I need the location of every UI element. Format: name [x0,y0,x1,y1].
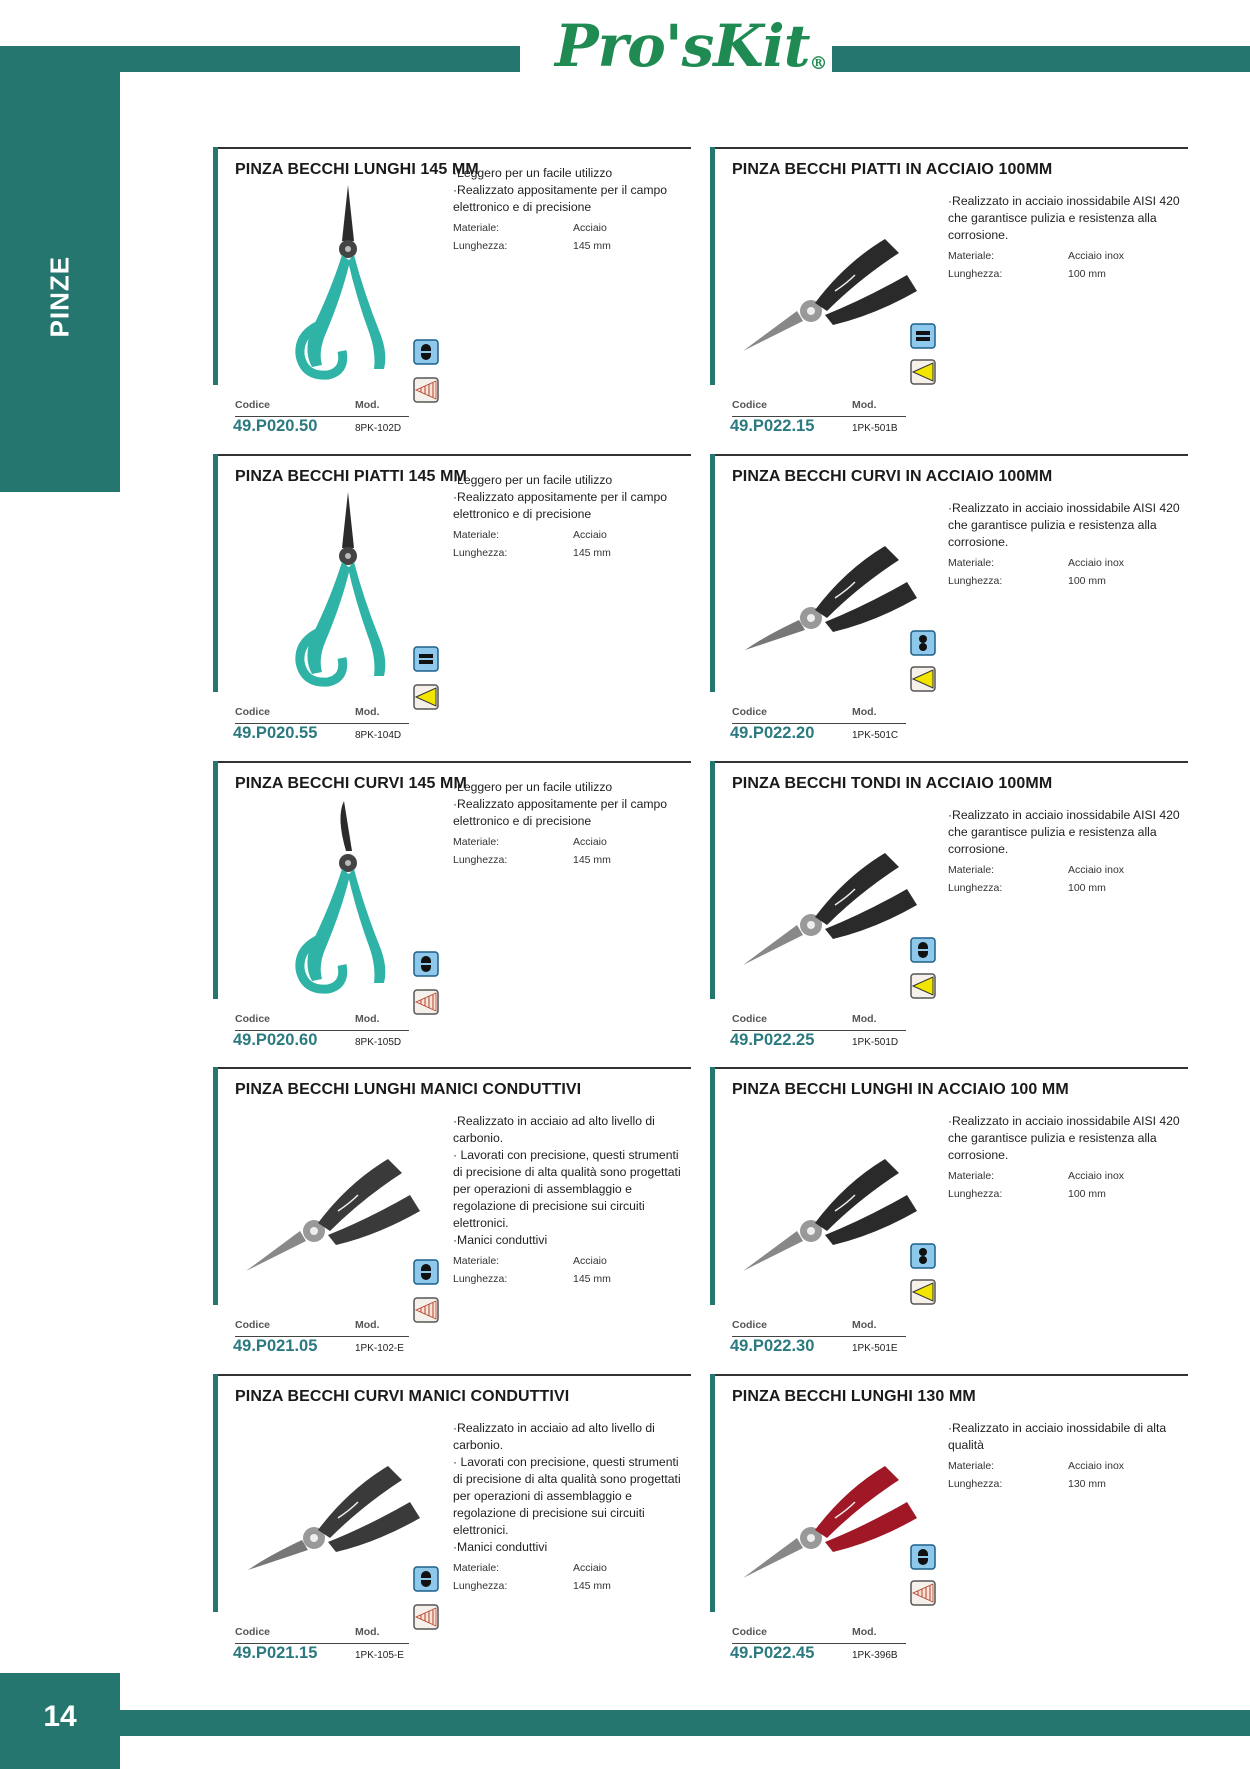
spec-row-material [453,219,689,237]
spec-key: Lunghezza: [453,240,508,252]
product-card [213,761,691,1051]
product-code: 49.P021.15 [233,1644,318,1662]
spec-table [948,1457,1184,1493]
card-side-rule [710,761,715,999]
spec-key: Lunghezza: [453,854,508,866]
card-top-rule [710,1374,1188,1376]
product-image [735,797,955,997]
spec-row-material [948,861,1184,879]
spec-row-length [453,1577,689,1595]
model-label: Mod. [355,1319,380,1331]
spec-key: Materiale: [948,250,995,262]
brand-logo: Pro'sKit® [555,12,827,80]
pointed-tip-icon [413,1604,439,1630]
spec-value: Acciaio [573,222,607,234]
code-label: Codice [235,1626,271,1638]
spec-value: Acciaio [573,529,607,541]
spec-table [453,219,689,255]
code-header [732,1013,906,1031]
spec-key: Materiale: [453,529,500,541]
spec-value: Acciaio [573,836,607,848]
spec-key: Materiale: [948,1460,995,1472]
serrated-jaw-icon [413,339,439,365]
product-title: PINZA BECCHI CURVI 145 MM [235,775,467,792]
code-label: Codice [732,1319,768,1331]
product-code: 49.P020.50 [233,417,318,435]
card-top-rule [213,147,691,149]
product-model: 1PK-105-E [355,1650,404,1661]
code-header [235,1626,409,1644]
spec-row-length [948,265,1184,283]
description-line: ·Manici conduttivi [453,1540,548,1554]
model-label: Mod. [852,1626,877,1638]
code-label: Codice [732,706,768,718]
page-number: 14 [43,1700,77,1733]
description-line: ·Realizzato appositamente per il campo elettronico e di precisione [453,183,668,214]
spec-table [453,1559,689,1595]
card-top-rule [710,761,1188,763]
code-header [732,399,906,417]
code-label: Codice [732,1013,768,1025]
spec-value: 100 mm [1068,268,1106,280]
spec-key: Lunghezza: [948,882,1003,894]
product-description [948,1113,1184,1203]
description-line: ·Realizzato in acciaio ad alto livello di carbonio. [453,1421,655,1452]
product-model: 8PK-102D [355,423,402,434]
spec-row-material [948,1457,1184,1475]
card-side-rule [710,1067,715,1305]
code-label: Codice [235,1319,271,1331]
flat-tip-icon [910,1279,936,1305]
product-title: PINZA BECCHI LUNGHI MANICI CONDUTTIVI [235,1081,582,1098]
code-label: Codice [235,1013,271,1025]
spec-value: 145 mm [573,547,611,559]
description-line: ·Leggero per un facile utilizzo [453,473,613,487]
flat-tip-icon [910,973,936,999]
code-header [235,1013,409,1031]
spec-value: Acciaio [573,1255,607,1267]
product-title: PINZA BECCHI PIATTI IN ACCIAIO 100MM [732,161,1053,178]
product-code: 49.P022.45 [730,1644,815,1662]
product-model: 1PK-501D [852,1037,899,1048]
spec-key: Materiale: [948,557,995,569]
spec-key: Lunghezza: [453,547,508,559]
round-jaw-icon [910,630,936,656]
code-header [235,399,409,417]
spec-table [948,861,1184,897]
pointed-tip-icon [910,1580,936,1606]
spec-row-material [453,1252,689,1270]
spec-key: Lunghezza: [453,1273,508,1285]
card-side-rule [710,1374,715,1612]
card-side-rule [213,454,218,692]
spec-value: 100 mm [1068,1188,1106,1200]
product-model: 1PK-501B [852,423,898,434]
product-image [735,183,955,383]
spec-key: Materiale: [948,864,995,876]
product-title: PINZA BECCHI CURVI MANICI CONDUTTIVI [235,1388,570,1405]
spec-row-length [948,879,1184,897]
model-label: Mod. [355,399,380,411]
code-header [235,1319,409,1337]
card-top-rule [213,1374,691,1376]
spec-value: 145 mm [573,240,611,252]
product-card [710,454,1188,744]
pliers-illustration [735,183,955,383]
product-description [948,1420,1184,1493]
code-header [732,1319,906,1337]
flat-jaw-icon [413,646,439,672]
spec-row-material [948,1167,1184,1185]
description-line: ·Realizzato in acciaio inossidabile AISI 420 che garantisce pulizia e resistenza alla corrosione. [948,194,1180,242]
spec-table [453,526,689,562]
product-title: PINZA BECCHI CURVI IN ACCIAIO 100MM [732,468,1053,485]
product-model: 1PK-396B [852,1650,898,1661]
product-model: 1PK-501E [852,1343,898,1354]
code-header [235,706,409,724]
spec-table [948,1167,1184,1203]
description-line: ·Realizzato in acciaio inossidabile AISI 420 che garantisce pulizia e resistenza alla corrosione. [948,808,1180,856]
serrated-jaw-icon [910,1544,936,1570]
footer-bar [120,1710,1250,1736]
product-title: PINZA BECCHI LUNGHI IN ACCIAIO 100 MM [732,1081,1069,1098]
pointed-tip-icon [413,377,439,403]
product-card [710,147,1188,437]
product-title: PINZA BECCHI LUNGHI 130 MM [732,1388,976,1405]
product-code: 49.P022.20 [730,724,815,742]
card-side-rule [213,1067,218,1305]
round-jaw-icon [910,1243,936,1269]
product-code: 49.P020.60 [233,1031,318,1049]
description-line: · Lavorati con precisione, questi strumenti di precisione di alta qualità sono progettati per operazioni di assemblaggio e regolazione di precisione sui circuiti elettronici. [453,1455,681,1537]
spec-key: Lunghezza: [948,1478,1003,1490]
product-card [710,1067,1188,1357]
product-card [710,761,1188,1051]
serrated-jaw-icon [413,1259,439,1285]
spec-key: Lunghezza: [948,575,1003,587]
model-label: Mod. [852,706,877,718]
product-description [453,472,689,562]
spec-value: Acciaio inox [1068,864,1125,876]
description-line: ·Realizzato appositamente per il campo elettronico e di precisione [453,797,668,828]
description-line: ·Leggero per un facile utilizzo [453,166,613,180]
flat-tip-icon [910,359,936,385]
card-top-rule [710,147,1188,149]
spec-value: 145 mm [573,854,611,866]
product-description [453,1113,689,1288]
spec-row-material [948,247,1184,265]
spec-value: Acciaio [573,1562,607,1574]
spec-key: Materiale: [948,1170,995,1182]
description-line: ·Realizzato in acciaio inossidabile AISI 420 che garantisce pulizia e resistenza alla corrosione. [948,1114,1180,1162]
model-label: Mod. [355,1013,380,1025]
product-card [710,1374,1188,1664]
pointed-tip-icon [413,1297,439,1323]
product-model: 1PK-102-E [355,1343,404,1354]
pliers-illustration [735,490,955,690]
spec-row-length [948,572,1184,590]
product-description [948,500,1184,590]
spec-value: Acciaio inox [1068,557,1125,569]
spec-value: Acciaio inox [1068,1170,1125,1182]
model-label: Mod. [852,1013,877,1025]
spec-key: Materiale: [453,1562,500,1574]
spec-value: 100 mm [1068,882,1106,894]
spec-row-material [948,554,1184,572]
spec-table [948,554,1184,590]
product-card [213,454,691,744]
spec-key: Lunghezza: [948,268,1003,280]
code-label: Codice [235,399,271,411]
code-label: Codice [732,1626,768,1638]
pointed-tip-icon [413,989,439,1015]
card-top-rule [710,454,1188,456]
description-line: ·Realizzato in acciaio inossidabile di alta qualità [948,1421,1167,1452]
product-model: 1PK-501C [852,730,899,741]
serrated-jaw-icon [910,937,936,963]
card-top-rule [213,1067,691,1069]
spec-table [453,1252,689,1288]
product-description [453,1420,689,1595]
spec-row-length [948,1185,1184,1203]
card-top-rule [213,454,691,456]
card-top-rule [213,761,691,763]
product-code: 49.P021.05 [233,1337,318,1355]
product-title: PINZA BECCHI PIATTI 145 MM [235,468,467,485]
card-top-rule [710,1067,1188,1069]
spec-row-material [453,526,689,544]
product-description [453,779,689,869]
product-description [948,807,1184,897]
spec-row-length [453,1270,689,1288]
card-side-rule [213,147,218,385]
model-label: Mod. [355,706,380,718]
product-code: 49.P022.15 [730,417,815,435]
flat-tip-icon [413,684,439,710]
spec-value: 100 mm [1068,575,1106,587]
spec-row-length [453,544,689,562]
card-side-rule [213,761,218,999]
spec-row-length [453,851,689,869]
spec-table [948,247,1184,283]
spec-key: Materiale: [453,836,500,848]
product-model: 8PK-105D [355,1037,402,1048]
spec-key: Lunghezza: [453,1580,508,1592]
flat-jaw-icon [910,323,936,349]
product-image [735,490,955,690]
code-label: Codice [732,399,768,411]
spec-key: Materiale: [453,222,500,234]
spec-row-material [453,1559,689,1577]
model-label: Mod. [852,1319,877,1331]
serrated-jaw-icon [413,951,439,977]
spec-key: Lunghezza: [948,1188,1003,1200]
product-code: 49.P020.55 [233,724,318,742]
product-code: 49.P022.25 [730,1031,815,1049]
header-bar-right [832,46,1250,72]
code-header [732,1626,906,1644]
product-image [735,1103,955,1303]
flat-tip-icon [910,666,936,692]
spec-key: Materiale: [453,1255,500,1267]
spec-value: Acciaio inox [1068,250,1125,262]
product-card [213,147,691,437]
description-line: ·Realizzato appositamente per il campo elettronico e di precisione [453,490,668,521]
spec-value: 130 mm [1068,1478,1106,1490]
card-side-rule [710,454,715,692]
description-line: · Lavorati con precisione, questi strumenti di precisione di alta qualità sono progettati per operazioni di assemblaggio e regolazione di precisione sui circuiti elettronici. [453,1148,681,1230]
description-line: ·Realizzato in acciaio ad alto livello di carbonio. [453,1114,655,1145]
spec-row-material [453,833,689,851]
product-card [213,1067,691,1357]
description-line: ·Realizzato in acciaio inossidabile AISI 420 che garantisce pulizia e resistenza alla corrosione. [948,501,1180,549]
spec-value: 145 mm [573,1580,611,1592]
code-label: Codice [235,706,271,718]
pliers-illustration [735,797,955,997]
spec-table [453,833,689,869]
card-side-rule [213,1374,218,1612]
product-card [213,1374,691,1664]
section-label: PINZE [44,255,75,338]
serrated-jaw-icon [413,1566,439,1592]
description-line: ·Manici conduttivi [453,1233,548,1247]
model-label: Mod. [852,399,877,411]
code-header [732,706,906,724]
product-code: 49.P022.30 [730,1337,815,1355]
model-label: Mod. [355,1626,380,1638]
product-model: 8PK-104D [355,730,402,741]
spec-value: Acciaio inox [1068,1460,1125,1472]
spec-value: 145 mm [573,1273,611,1285]
description-line: ·Leggero per un facile utilizzo [453,780,613,794]
pliers-illustration [735,1103,955,1303]
card-side-rule [710,147,715,385]
spec-row-length [948,1475,1184,1493]
product-description [453,165,689,255]
product-title: PINZA BECCHI LUNGHI 145 MM [235,161,479,178]
product-title: PINZA BECCHI TONDI IN ACCIAIO 100MM [732,775,1053,792]
spec-row-length [453,237,689,255]
product-description [948,193,1184,283]
